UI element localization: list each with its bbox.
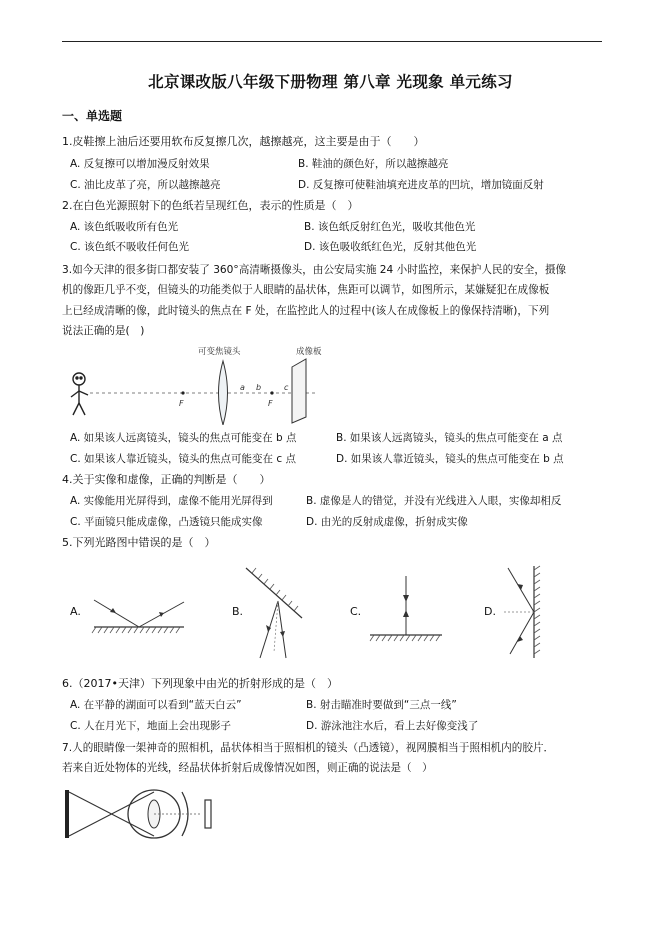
question-3-line-4: 说法正确的是( ) bbox=[62, 325, 145, 337]
question-6-option-b[interactable]: B. 射击瞄准时要做到“三点一线” bbox=[306, 699, 457, 711]
question-5-option-b[interactable]: B. bbox=[232, 605, 244, 618]
question-1-option-c[interactable]: C. 油比皮革了亮，所以越擦越亮 bbox=[70, 179, 221, 191]
question-1-option-d[interactable]: D. 反复擦可使鞋油填充进皮革的凹坑，增加镜面反射 bbox=[298, 179, 544, 191]
question-3-line-2: 机的像距几乎不变，但镜头的功能类似于人眼睛的晶状体，焦距可以调节，如图所示，某嫌疑犯在成像板 bbox=[62, 284, 550, 296]
question-1-option-a[interactable]: A. 反复擦可以增加漫反射效果 bbox=[70, 158, 210, 170]
svg-text:c: c bbox=[284, 383, 289, 392]
question-3-line-3: 上已经成清晰的像，此时镜头的焦点在 F 处，在监控此人的过程中(该人在成像板上的像保持清晰)，下列 bbox=[62, 305, 550, 317]
object-bar bbox=[65, 790, 69, 838]
question-6-option-d[interactable]: D. 游泳池注水后，看上去好像变浅了 bbox=[306, 720, 479, 732]
imaging-board bbox=[292, 359, 306, 423]
question-2-option-c[interactable]: C. 该色纸不吸收任何色光 bbox=[70, 241, 190, 253]
light-path-figure-c bbox=[366, 572, 446, 662]
svg-text:a: a bbox=[240, 383, 245, 392]
eye-figure bbox=[62, 784, 218, 844]
question-7-line-1: 7.人的眼睛像一架神奇的照相机，晶状体相当于照相机的镜头（凸透镜），视网膜相当于照相机内的胶片． bbox=[62, 742, 555, 754]
question-1-stem: 1.皮鞋擦上油后还要用软布反复擦几次，越擦越亮，这主要是由于（ ） bbox=[62, 135, 425, 148]
question-3-option-a[interactable]: A. 如果该人远离镜头，镜头的焦点可能变在 b 点 bbox=[70, 432, 297, 444]
lens-shape bbox=[219, 361, 228, 425]
question-6-stem: 6.（2017•天津）下列现象中由光的折射形成的是（ ） bbox=[62, 677, 338, 690]
question-2-stem: 2.在白色光源照射下的色纸若呈现红色，表示的性质是（ ） bbox=[62, 199, 359, 212]
header-rule bbox=[62, 41, 602, 42]
question-3-option-c[interactable]: C. 如果该人靠近镜头，镜头的焦点可能变在 c 点 bbox=[70, 453, 296, 465]
svg-text:F: F bbox=[179, 399, 184, 408]
question-1-option-b[interactable]: B. 鞋油的颜色好，所以越擦越亮 bbox=[298, 158, 449, 170]
question-3-option-b[interactable]: B. 如果该人远离镜头，镜头的焦点可能变在 a 点 bbox=[336, 432, 563, 444]
light-path-figure-a bbox=[86, 572, 194, 652]
lens-label: 可变焦镜头 bbox=[198, 347, 241, 357]
svg-text:b: b bbox=[256, 383, 262, 392]
question-2-option-d[interactable]: D. 该色吸收纸红色光，反射其他色光 bbox=[304, 241, 477, 253]
question-6-option-a[interactable]: A. 在平静的湖面可以看到“蓝天白云” bbox=[70, 699, 242, 711]
section-heading: 一、单选题 bbox=[62, 109, 123, 123]
question-7-line-2: 若来自近处物体的光线，经晶状体折射后成像情况如图，则正确的说法是（ ） bbox=[62, 762, 433, 774]
question-4-stem: 4.关于实像和虚像，正确的判断是（ ） bbox=[62, 473, 271, 486]
light-path-figure-b bbox=[240, 562, 310, 662]
question-2-option-b[interactable]: B. 该色纸反射红色光，吸收其他色光 bbox=[304, 221, 476, 233]
question-5-option-c[interactable]: C. bbox=[350, 605, 362, 618]
question-6-option-c[interactable]: C. 人在月光下，地面上会出现影子 bbox=[70, 720, 232, 732]
question-4-option-a[interactable]: A. 实像能用光屏得到，虚像不能用光屏得到 bbox=[70, 495, 273, 507]
question-3-line-1: 3.如今天津的很多街口都安装了 360°高清晰摄像头，由公安局实施 24 小时监控，来保护人民的安全，摄像 bbox=[62, 264, 567, 276]
question-2-option-a[interactable]: A. 该色纸吸收所有色光 bbox=[70, 221, 179, 233]
question-4-option-c[interactable]: C. 平面镜只能成虚像，凸透镜只能成实像 bbox=[70, 516, 263, 528]
question-5-option-a[interactable]: A. bbox=[70, 605, 81, 618]
question-3-option-d[interactable]: D. 如果该人靠近镜头，镜头的焦点可能变在 b 点 bbox=[336, 453, 564, 465]
board-label: 成像板 bbox=[296, 347, 322, 357]
question-4-option-b[interactable]: B. 虚像是人的错觉，并没有光线进入人眼，实像却相反 bbox=[306, 495, 562, 507]
svg-text:F: F bbox=[268, 399, 273, 408]
person-figure bbox=[71, 373, 88, 415]
question-5-option-d[interactable]: D. bbox=[484, 605, 496, 618]
question-4-option-d[interactable]: D. 由光的反射成虚像，折射成实像 bbox=[306, 516, 468, 528]
light-path-figure-d bbox=[496, 562, 556, 662]
page-title: 北京课改版八年级下册物理 第八章 光现象 单元练习 bbox=[148, 73, 513, 91]
question-5-stem: 5.下列光路图中错误的是（ ） bbox=[62, 536, 216, 549]
camera-lens-figure bbox=[66, 345, 366, 425]
